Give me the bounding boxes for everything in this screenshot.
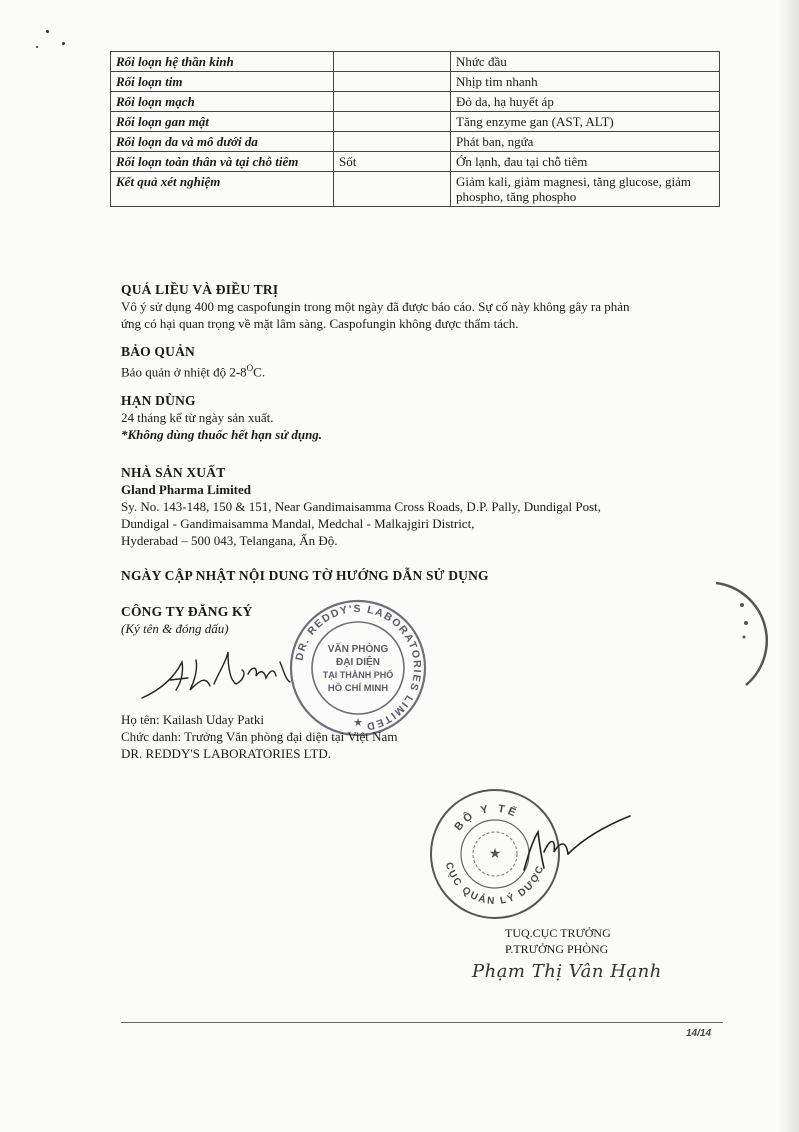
table-cell-common: [334, 112, 451, 132]
expiry-section: [121, 392, 322, 443]
table-cell-common: Sốt: [334, 152, 451, 172]
table-cell-category: Rối loạn gan mật: [111, 112, 334, 132]
table-cell-effect: Tăng enzyme gan (AST, ALT): [451, 112, 720, 132]
table-row: [111, 112, 720, 132]
table-row: [111, 172, 720, 207]
overdose-heading: QUÁ LIỀU VÀ ĐIỀU TRỊ: [121, 282, 279, 297]
table-cell-category: Rối loạn hệ thần kinh: [111, 52, 334, 72]
scan-speck: [46, 30, 49, 33]
table-cell-effect: Giảm kali, giảm magnesi, tăng glucose, giảm phospho, tăng phospho: [451, 172, 720, 207]
table-cell-effect: Đỏ da, hạ huyết áp: [451, 92, 720, 112]
storage-text: [121, 360, 265, 380]
registrant-title: Chức danh: Trưởng Văn phòng đại diện tại Việt Nam: [121, 729, 398, 744]
table-cell-effect: Ớn lạnh, đau tại chỗ tiêm: [451, 152, 720, 172]
table-cell-effect: Nhịp tim nhanh: [451, 72, 720, 92]
table-cell-common: [334, 92, 451, 112]
manufacturer-address-line: Hyderabad – 500 043, Telangana, Ấn Độ.: [121, 533, 338, 548]
company-stamp-line: VĂN PHÒNG: [327, 644, 389, 655]
table-row: [111, 132, 720, 152]
registrant-details: [121, 711, 397, 762]
page-number: 14/14: [686, 1028, 712, 1039]
storage-heading: BẢO QUẢN: [121, 344, 195, 359]
overdose-text-line: Vô ý sử dụng 400 mg caspofungin trong một ngày đã được báo cáo. Sự cố này không gây ra phản: [121, 299, 630, 314]
registrant-section: [121, 603, 253, 637]
table-row: [111, 72, 720, 92]
partial-edge-stamp: [706, 575, 786, 695]
table-row: [111, 92, 720, 112]
sign-note: (Ký tên & đóng dấu): [121, 621, 229, 636]
approval-title-line: P.TRƯỞNG PHÒNG: [505, 942, 609, 956]
approval-signer-name: Phạm Thị Vân Hạnh: [472, 961, 662, 982]
registrant-company: DR. REDDY'S LABORATORIES LTD.: [121, 746, 332, 761]
manufacturer-address-line: Dundigal - Gandimaisamma Mandal, Medchal - Malkajgiri District,: [121, 516, 475, 531]
table-cell-effect: Nhức đầu: [451, 52, 720, 72]
table-cell-category: Rối loạn tim: [111, 72, 334, 92]
ministry-emblem-star-icon: ★: [488, 847, 502, 862]
ministry-stamp-top: BỘ Y TẾ: [452, 802, 521, 834]
manufacturer-name: Gland Pharma Limited: [121, 482, 252, 497]
table-cell-effect: Phát ban, ngứa: [451, 132, 720, 152]
table-row: [111, 152, 720, 172]
company-stamp-line: ĐẠI DIỆN: [336, 657, 380, 668]
manufacturer-section: [121, 464, 723, 549]
storage-degree: O: [246, 363, 254, 373]
registrant-heading: CÔNG TY ĐĂNG KÝ: [121, 604, 253, 619]
manufacturer-heading: NHÀ SẢN XUẤT: [121, 465, 226, 480]
storage-unit: C.: [253, 364, 266, 380]
registrant-signature: [140, 640, 310, 702]
company-stamp-line: HỒ CHÍ MINH: [327, 683, 389, 694]
registrant-name: Họ tên: Kailash Uday Patki: [121, 712, 264, 727]
table-cell-common: [334, 132, 451, 152]
table-cell-common: [334, 52, 451, 72]
manufacturer-address-line: Sy. No. 143-148, 150 & 151, Near Gandimaisamma Cross Roads, D.P. Pally, Dundigal Post,: [121, 499, 602, 514]
overdose-text-line: ứng có hại quan trọng về mặt lâm sàng. Caspofungin không được thẩm tách.: [121, 316, 519, 331]
expiry-warning: *Không dùng thuốc hết hạn sử dụng.: [121, 427, 323, 442]
company-stamp-ring-text: DR. REDDY'S LABORATORIES LIMITED: [293, 602, 424, 733]
expiry-text: 24 tháng kể từ ngày sản xuất.: [121, 410, 274, 425]
storage-section: [121, 343, 265, 380]
scan-speck: [62, 42, 65, 45]
table-cell-category: Rối loạn toàn thân và tại chỗ tiêm: [111, 152, 334, 172]
scan-speck: [36, 46, 38, 48]
overdose-section: [121, 281, 723, 332]
adverse-effects-table: [110, 51, 720, 207]
approval-signature: [520, 812, 640, 882]
table-cell-common: [334, 72, 451, 92]
table-row: [111, 52, 720, 72]
approval-title-line: TUQ.CỤC TRƯỞNG: [505, 926, 611, 940]
table-cell-category: Kết quả xét nghiệm: [111, 172, 334, 207]
update-date-heading: NGÀY CẬP NHẬT NỘI DUNG TỜ HƯỚNG DẪN SỬ DỤNG: [121, 568, 489, 583]
scan-edge-shadow: [777, 0, 799, 1132]
company-stamp-line: TẠI THÀNH PHỐ: [322, 670, 394, 680]
footer-rule: [121, 1022, 723, 1023]
table-cell-common: [334, 172, 451, 207]
table-cell-category: Rối loạn mạch: [111, 92, 334, 112]
table-cell-category: Rối loạn da và mô dưới da: [111, 132, 334, 152]
stamp-star-icon: ★: [353, 717, 363, 729]
storage-text-main: Bảo quản ở nhiệt độ 2-8: [121, 364, 247, 380]
expiry-heading: HẠN DÙNG: [121, 393, 196, 408]
ministry-stamp-bottom: CỤC QUẢN LÝ DƯỢC: [442, 861, 547, 908]
